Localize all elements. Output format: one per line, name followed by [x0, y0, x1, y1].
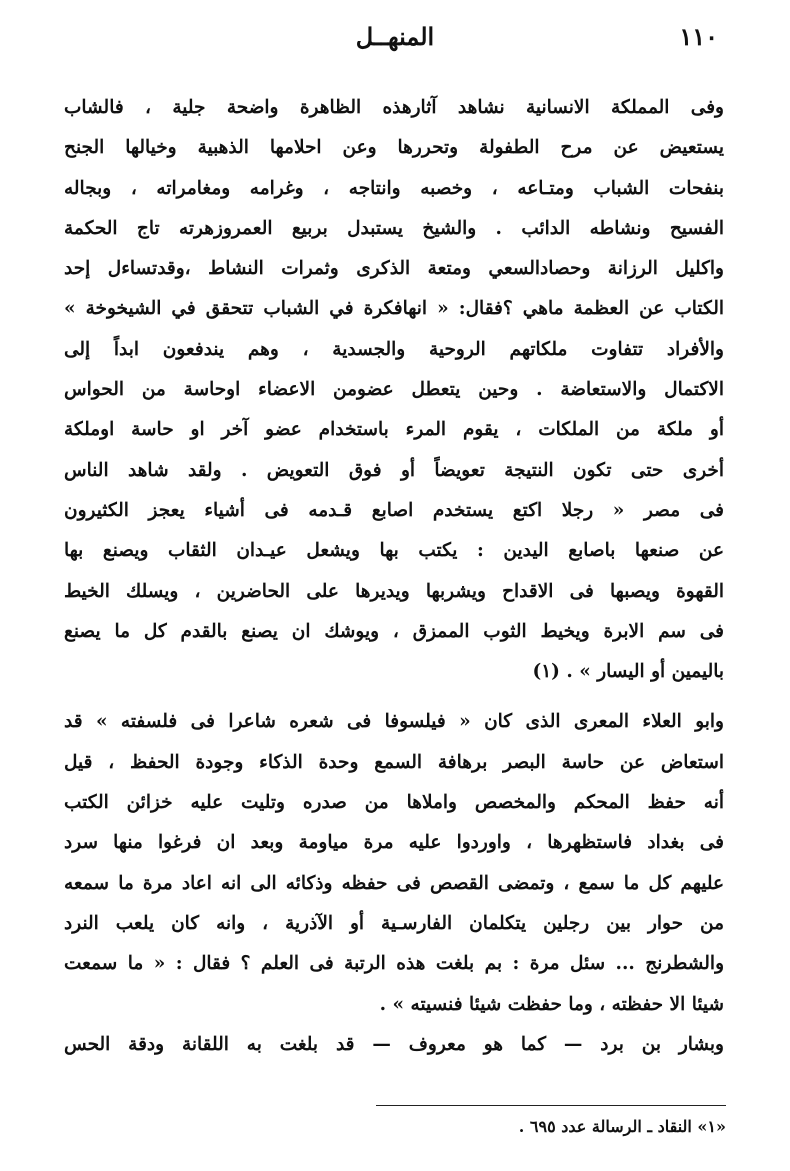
text-line: وبشار بن برد — كما هو معروف — قد بلغت به اللقانة ودقة الحس — [64, 1033, 724, 1055]
text-line: والأفراد تتفاوت ملكاتهم الروحية والجسدية ، وهم يندفعون ابداً إلى — [64, 338, 724, 360]
text-line: عن صنعها باصابع اليدين : يكتب بها ويشعل عيـدان الثقاب ويصنع بها — [64, 540, 724, 562]
text-line: أو ملكة من الملكات ، يقوم المرء باستخدام عضو آخر او حاسة اوملكة — [64, 419, 724, 441]
page-number: ١١٠ — [679, 22, 718, 51]
text-line: وابو العلاء المعرى الذى كان « فيلسوفا فى شعره شاعرا فى فلسفته » قد — [64, 711, 724, 733]
text-line: فى مصر « رجلا اكتع يستخدم اصابع قـدمه فى أشياء يعجز الكثيرون — [64, 499, 724, 521]
text-line: يستعيض عن مرح الطفولة وتحررها وعن احلامها الذهبية وخيالها الجنح — [64, 137, 724, 159]
text-line: باليمين أو اليسار » . (١) — [532, 661, 724, 683]
paragraph-2 — [64, 330, 724, 693]
footnote: «١» النقاد ـ الرسالة عدد ٦٩٥ . — [518, 1117, 726, 1136]
body-text — [64, 88, 724, 1065]
paragraph-3 — [64, 702, 724, 1024]
running-title: المنهــل — [355, 22, 435, 51]
text-line: بنفحات الشباب ومتـاعه ، وخصبه وانتاجه ، وغرامه ومغامراته ، وبجاله — [64, 177, 724, 199]
text-line: فى سم الابرة ويخيط الثوب الممزق ، ويوشك ان يصنع بالقدم كل ما يصنع — [64, 620, 724, 642]
text-line: الفسيح ونشاطه الدائب . والشيخ يستبدل بربيع العمروزهرته تاج الحكمة — [64, 217, 724, 239]
text-line: عليهم كل ما سمع ، وتمضى القصص فى حفظه وذكائه الى انه اعاد مرة ما سمعه — [64, 872, 724, 894]
text-line: الاكتمال والاستعاضة . وحين يتعطل عضومن الاعضاء اوحاسة من الحواس — [64, 379, 724, 401]
page-header — [40, 22, 750, 62]
text-line: القهوة ويصبها فى الاقداح ويشربها ويديرها على الحاضرين ، ويسلك الخيط — [64, 580, 724, 602]
text-line: من حوار بين رجلين يتكلمان الفارسـية أو الآذرية ، وانه كان يلعب النرد — [64, 912, 724, 934]
paragraph-1 — [64, 88, 724, 330]
paragraph-gap — [64, 692, 724, 702]
text-line: وفى المملكة الانسانية نشاهد آثارهذه الظاهرة واضحة جلية ، فالشاب — [64, 97, 724, 118]
text-line: أنه حفظ المحكم والمخصص واملاها من صدره وتليت عليه خزائن الكتب — [64, 792, 724, 814]
text-line: والشطرنج ... سئل مرة : بم بلغت هذه الرتبة فى العلم ؟ فقال : « ما سمعت — [64, 953, 724, 975]
text-line: الكتاب عن العظمة ماهي ؟فقال: « انهافكرة في الشباب تتحقق في الشيخوخة » — [64, 298, 724, 320]
text-line: فى بغداد فاستظهرها ، واوردوا عليه مرة مياومة وبعد ان فرغوا منها سرد — [64, 832, 724, 854]
paragraph-4 — [64, 1025, 724, 1065]
text-line: شيئا الا حفظته ، وما حفظت شيئا فنسيته » . — [379, 993, 724, 1015]
text-line: أخرى حتى تكون النتيجة تعويضاً أو فوق التعويض . ولقد شاهد الناس — [64, 459, 724, 481]
text-line: واكليل الرزانة وحصادالسعي ومتعة الذكرى وثمرات النشاط ،وقدتساءل إحد — [64, 258, 724, 280]
footnote-divider — [376, 1105, 726, 1106]
text-line: استعاض عن حاسة البصر برهافة السمع وحدة الذكاء وجودة الحفظ ، قيل — [64, 751, 724, 773]
